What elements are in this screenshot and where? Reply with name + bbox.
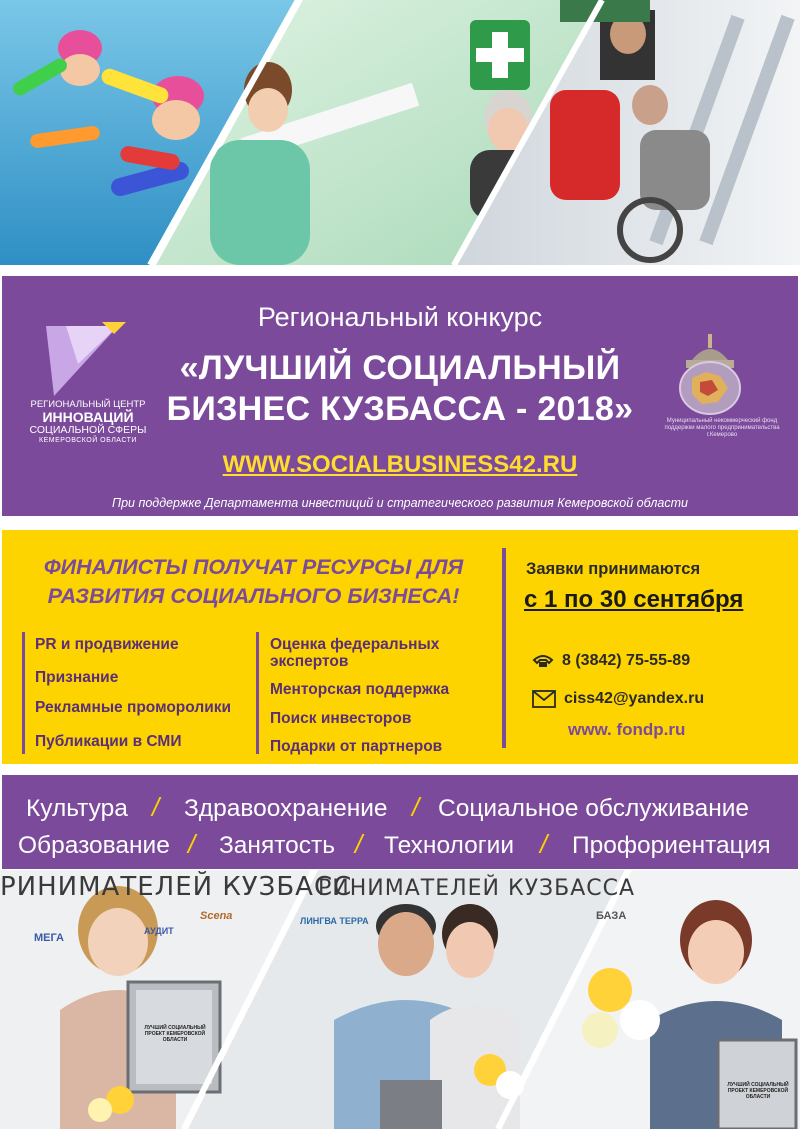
- support-note: При поддержке Департамента инвестиций и стратегического развития Кемеровской области: [112, 496, 688, 510]
- benefit-item: Публикации в СМИ: [35, 733, 182, 750]
- finalists-headline-line-1: ФИНАЛИСТЫ ПОЛУЧАТ РЕСУРСЫ ДЛЯ: [43, 555, 464, 579]
- category-item: Занятость: [219, 832, 336, 859]
- benefits-left-bar: [22, 632, 25, 754]
- contest-website-link[interactable]: WWW.SOCIALBUSINESS42.RU: [222, 451, 578, 478]
- email-contact: [532, 690, 704, 708]
- contest-title-line-2: БИЗНЕС КУЗБАССА - 2018»: [166, 390, 634, 428]
- category-separator: /: [412, 792, 420, 822]
- finalists-headline: [16, 553, 491, 611]
- top-photo-illustration: [0, 0, 800, 265]
- category-separator: /: [355, 829, 363, 859]
- fund-name: Муниципальный некоммерческий фонд поддержки малого предпринимательства г.Кемерово: [664, 418, 780, 438]
- contest-subtitle: Региональный конкурс: [257, 302, 543, 332]
- category-item: Социальное обслуживание: [438, 795, 750, 822]
- top-photo-collage: [0, 0, 800, 265]
- banner-wall-text: РИНИМАТЕЛЕЙ КУЗБАССА: [318, 876, 636, 901]
- benefit-item: Оценка федеральных экспертов: [270, 636, 440, 670]
- winners-photo-collage: [0, 870, 800, 1129]
- benefit-item: Признание: [35, 669, 119, 686]
- categories-section: [2, 775, 798, 869]
- certificate-text: ЛУЧШИЙ СОЦИАЛЬНЫЙ ПРОЕКТ КЕМЕРОВСКОЙ ОБЛАСТИ: [727, 1082, 789, 1100]
- phone-icon: [532, 653, 554, 669]
- benefit-item: Менторская поддержка: [270, 681, 450, 698]
- sponsor-logo: МЕГА: [34, 932, 64, 944]
- sponsor-logo: АУДИТ: [144, 926, 174, 936]
- contest-title-line-1: «ЛУЧШИЙ СОЦИАЛЬНЫЙ: [179, 349, 621, 387]
- finalists-headline-line-2: РАЗВИТИЯ СОЦИАЛЬНОГО БИЗНЕСА!: [47, 584, 460, 608]
- category-item: Образование: [18, 832, 170, 859]
- category-item: Профориентация: [572, 832, 771, 859]
- category-item: Технологии: [384, 832, 515, 859]
- sponsor-logo: ЛИНГВА ТЕРРА: [300, 916, 369, 926]
- business-fund-logo: [662, 332, 782, 462]
- category-item: Культура: [26, 795, 128, 822]
- logo-line-2: ИННОВАЦИЙ: [42, 409, 134, 425]
- fund-website-link[interactable]: www. fondp.ru: [568, 720, 686, 739]
- contest-banner: [2, 276, 798, 516]
- phone-contact: [532, 652, 690, 670]
- sponsor-logo: БАЗА: [596, 910, 627, 922]
- logo-line-4: КЕМЕРОВСКОЙ ОБЛАСТИ: [39, 437, 137, 444]
- section-divider: [502, 548, 506, 748]
- benefit-item: Поиск инвесторов: [270, 710, 412, 727]
- category-separator: /: [152, 792, 160, 822]
- logo-line-1: РЕГИОНАЛЬНЫЙ ЦЕНТР: [30, 399, 146, 410]
- certificate-text: ЛУЧШИЙ СОЦИАЛЬНЫЙ ПРОЕКТ КЕМЕРОВСКОЙ ОБЛАСТИ: [144, 1025, 206, 1043]
- phone-number[interactable]: 8 (3842) 75-55-89: [562, 652, 691, 669]
- category-item: Здравоохранение: [184, 795, 388, 822]
- category-separator: /: [188, 829, 196, 859]
- sponsor-logo: Scena: [200, 910, 233, 922]
- winners-photo-illustration: [0, 870, 800, 1129]
- category-separator: /: [540, 829, 548, 859]
- email-address[interactable]: ciss42@yandex.ru: [564, 690, 705, 707]
- banner-wall-text: РИНИМАТЕЛЕЙ КУЗБАСС: [0, 872, 353, 902]
- fund-emblem-icon: [662, 332, 782, 418]
- logo-line-3: СОЦИАЛЬНОЙ СФЕРЫ: [29, 424, 147, 436]
- resources-section: [2, 530, 798, 764]
- benefit-item: PR и продвижение: [35, 636, 179, 653]
- applications-dates: с 1 по 30 сентября: [524, 586, 744, 613]
- benefit-item: Рекламные проморолики: [35, 699, 232, 716]
- applications-label: Заявки принимаются: [526, 560, 701, 578]
- envelope-icon: [532, 690, 556, 708]
- benefits-right-bar: [256, 632, 259, 754]
- benefit-item: Подарки от партнеров: [270, 738, 443, 755]
